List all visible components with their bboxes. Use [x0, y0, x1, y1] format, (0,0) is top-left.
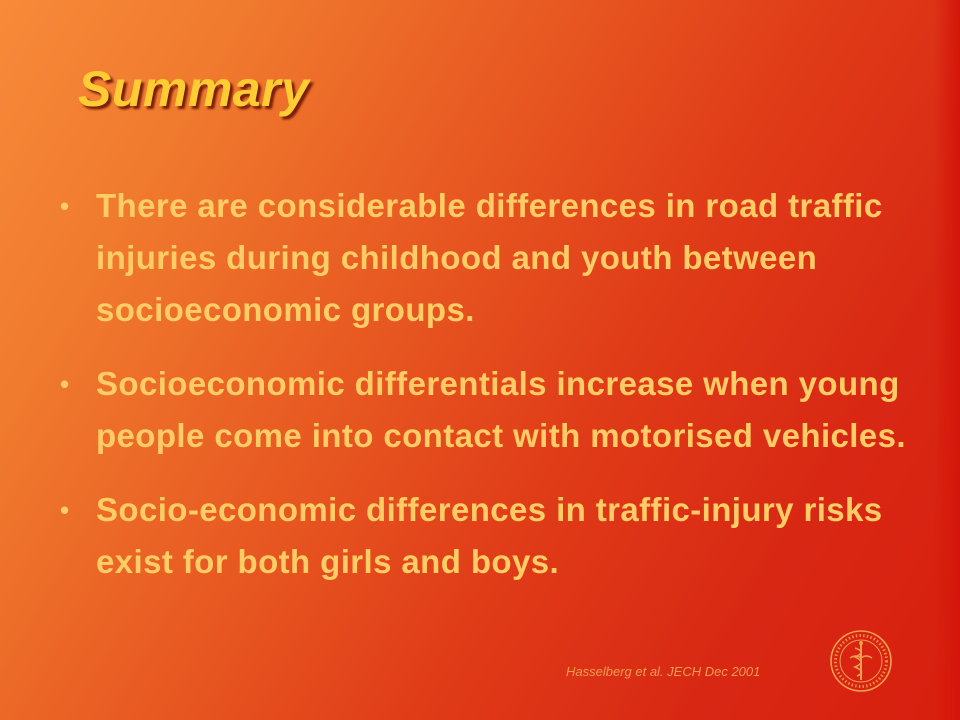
bullet-marker: • — [60, 191, 70, 221]
bullet-item — [56, 358, 926, 462]
slide-title: Summary — [78, 61, 310, 117]
institution-seal-icon — [828, 628, 894, 694]
bullet-marker: • — [60, 369, 70, 399]
bullet-text: Socioeconomic differentials increase when young people come into contact with motorised vehicles. — [96, 365, 906, 454]
bullet-list — [56, 180, 926, 610]
citation: Hasselberg et al. JECH Dec 2001 — [566, 664, 761, 679]
bullet-item — [56, 484, 926, 588]
bullet-marker: • — [60, 495, 70, 525]
slide-edge-shade — [934, 0, 960, 720]
bullet-text: Socio-economic differences in traffic-injury risks exist for both girls and boys. — [96, 491, 883, 580]
bullet-item — [56, 180, 926, 336]
bullet-text: There are considerable differences in road traffic injuries during childhood and youth between socioeconomic groups. — [96, 187, 883, 328]
